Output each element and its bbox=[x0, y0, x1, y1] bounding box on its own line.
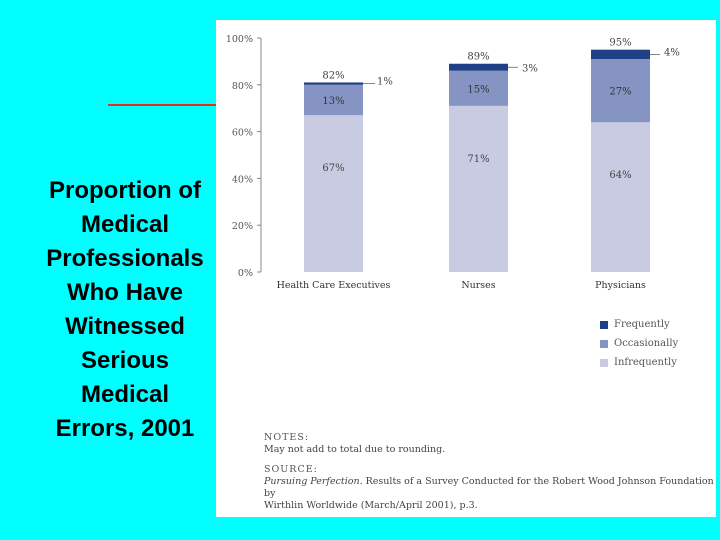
title-line: Who Have bbox=[66, 279, 183, 306]
bar-segment-frequently bbox=[591, 50, 650, 59]
source-text-line2: Wirthlin Worldwide (March/April 2001), p.3. bbox=[264, 500, 478, 511]
legend-swatch bbox=[600, 321, 608, 329]
y-tick-label: 80% bbox=[231, 80, 253, 92]
y-tick-label: 20% bbox=[231, 221, 253, 233]
data-label: 15% bbox=[467, 84, 490, 96]
slide-title bbox=[18, 174, 232, 446]
bar-segment-frequently bbox=[304, 82, 363, 84]
data-label: 4% bbox=[664, 47, 680, 59]
title-accent-line bbox=[108, 104, 220, 106]
title-line: Professionals bbox=[46, 245, 204, 272]
notes-section bbox=[264, 432, 714, 512]
title-line: Errors, 2001 bbox=[55, 415, 195, 442]
category-label: Physicians bbox=[595, 280, 646, 291]
title-line: Proportion of bbox=[49, 177, 201, 204]
data-label: 64% bbox=[609, 170, 632, 182]
legend-swatch bbox=[600, 359, 608, 367]
total-label: 82% bbox=[322, 70, 345, 82]
title-line: Serious bbox=[80, 347, 170, 374]
data-label: 67% bbox=[322, 163, 345, 175]
total-label: 95% bbox=[609, 37, 632, 49]
y-tick-label: 0% bbox=[237, 268, 253, 279]
source-heading: SOURCE: bbox=[264, 464, 318, 475]
legend bbox=[594, 316, 698, 376]
legend-label: Occasionally bbox=[614, 338, 679, 349]
source-title: Pursuing Perfection bbox=[264, 476, 360, 487]
legend-item-frequently bbox=[600, 316, 670, 334]
legend-item-occasionally bbox=[600, 335, 678, 353]
chart-panel bbox=[216, 20, 716, 517]
title-line: Witnessed bbox=[65, 313, 185, 340]
bar-segment-frequently bbox=[449, 64, 508, 71]
bar-segment-infrequently bbox=[304, 115, 363, 272]
bar-segment-infrequently bbox=[591, 122, 650, 272]
y-tick-label: 60% bbox=[231, 127, 253, 139]
title-line: Medical bbox=[80, 211, 170, 238]
source-citation: . Results of a Survey Conducted for the Robert Wood Johnson Foundation by bbox=[264, 476, 714, 499]
bar-segment-infrequently bbox=[449, 106, 508, 272]
data-label: 3% bbox=[522, 63, 538, 75]
total-label: 89% bbox=[467, 51, 490, 63]
category-label: Nurses bbox=[461, 280, 496, 291]
notes-heading: NOTES: bbox=[264, 432, 310, 443]
legend-swatch bbox=[600, 340, 608, 348]
y-tick-label: 40% bbox=[231, 174, 253, 186]
legend-item-infrequently bbox=[600, 354, 677, 372]
data-label: 1% bbox=[377, 76, 393, 88]
category-label: Health Care Executives bbox=[276, 280, 391, 291]
legend-label: Frequently bbox=[614, 319, 670, 330]
title-line: Medical bbox=[80, 381, 170, 408]
data-label: 13% bbox=[322, 96, 345, 108]
data-label: 27% bbox=[609, 86, 632, 98]
legend-label: Infrequently bbox=[614, 357, 677, 368]
data-label: 71% bbox=[467, 153, 490, 165]
y-tick-label: 100% bbox=[225, 34, 253, 45]
notes-text: May not add to total due to rounding. bbox=[264, 444, 446, 455]
source-text bbox=[264, 476, 714, 500]
